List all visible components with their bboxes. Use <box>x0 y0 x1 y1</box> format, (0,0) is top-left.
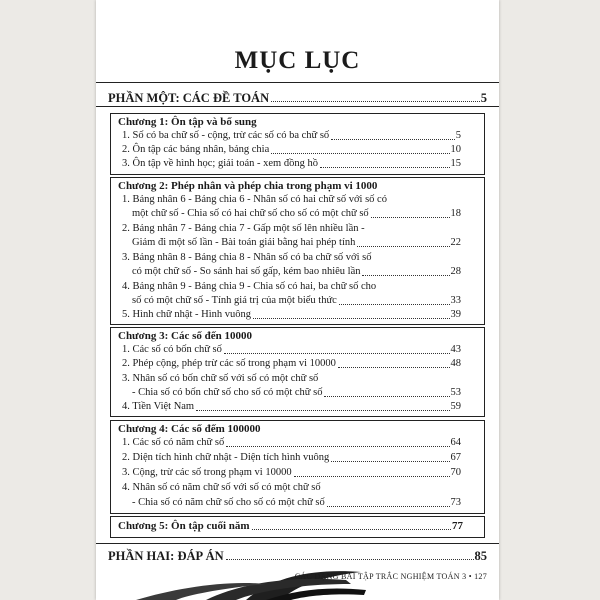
chapter-2-title: Chương 2: Phép nhân và phép chia trong phạm vi 1000 <box>118 180 378 192</box>
page-footer: CÁC DẠNG BÀI TẬP TRẮC NGHIỆM TOÁN 3 • 127 <box>294 572 487 581</box>
toc-entry: 1. Các số có bốn chữ số 43 <box>122 344 461 355</box>
toc-entry: 2. Ôn tập các bảng nhân, bảng chia 10 <box>122 144 461 155</box>
toc-entry-line: 4. Bảng nhân 9 - Bảng chia 9 - Chia số có hai, ba chữ số cho <box>122 281 377 292</box>
toc-entry-line: 3. Bảng nhân 8 - Bảng chia 8 - Nhân số có ba chữ số với số <box>122 252 372 263</box>
chapter-5-title: Chương 5: Ôn tập cuối năm 77 <box>118 520 463 532</box>
toc-entry: 3. Ôn tập về hình học; giải toán - xem đồng hồ 15 <box>122 158 461 169</box>
toc-entry-line: 3. Nhân số có bốn chữ số với số có một chữ số <box>122 373 319 384</box>
toc-entry: 1. Các số có năm chữ số 64 <box>122 437 461 448</box>
toc-page-number: 85 <box>474 549 487 563</box>
chapter-3-title: Chương 3: Các số đến 10000 <box>118 330 253 342</box>
toc-part-label: PHẦN HAI: ĐÁP ÁN <box>108 549 224 563</box>
decorative-swirl <box>96 0 499 600</box>
toc-entry: số có một chữ số - Tính giá trị của một biểu thức 33 <box>132 295 461 306</box>
page-title: MỤC LỤC <box>234 47 361 74</box>
toc-entry: 2. Diện tích hình chữ nhật - Diện tích hình vuông 67 <box>122 452 461 463</box>
toc-entry: - Chia số có bốn chữ số cho số có một chữ số 53 <box>132 387 461 398</box>
toc-entry-line: 2. Bảng nhân 7 - Bảng chia 7 - Gấp một số lên nhiều lần - <box>122 223 365 234</box>
toc-part-label: PHẦN MỘT: CÁC ĐỀ TOÁN <box>108 91 270 105</box>
toc-entry: 4. Tiền Việt Nam 59 <box>122 401 461 412</box>
toc-entry: 2. Phép cộng, phép trừ các số trong phạm vi 10000 48 <box>122 358 461 369</box>
toc-entry: 3. Cộng, trừ các số trong phạm vi 10000 70 <box>122 467 461 478</box>
toc-entry: một chữ số - Chia số có hai chữ số cho số có một chữ số 18 <box>132 208 461 219</box>
toc-entry: - Chia số có năm chữ số cho số có một chữ số 73 <box>132 497 461 508</box>
toc-entry: 1. Số có ba chữ số - cộng, trừ các số có ba chữ số 5 <box>122 130 461 141</box>
chapter-4-title: Chương 4: Các số đếm 100000 <box>118 423 261 435</box>
toc-entry-line: 1. Bảng nhân 6 - Bảng chia 6 - Nhân số có hai chữ số với số có <box>122 194 387 205</box>
book-page <box>96 0 499 600</box>
toc-entry: 5. Hình chữ nhật - Hình vuông 39 <box>122 309 461 320</box>
toc-entry-line: 4. Nhân số có năm chữ số với số có một chữ số <box>122 482 321 493</box>
toc-entry: Giảm đi một số lần - Bài toán giải bằng hai phép tính 22 <box>132 237 461 248</box>
toc-entry: có một chữ số - So sánh hai số gấp, kém bao nhiêu lần 28 <box>132 266 461 277</box>
chapter-1-title: Chương 1: Ôn tập và bổ sung <box>118 116 257 128</box>
toc-page-number: 5 <box>480 91 487 105</box>
